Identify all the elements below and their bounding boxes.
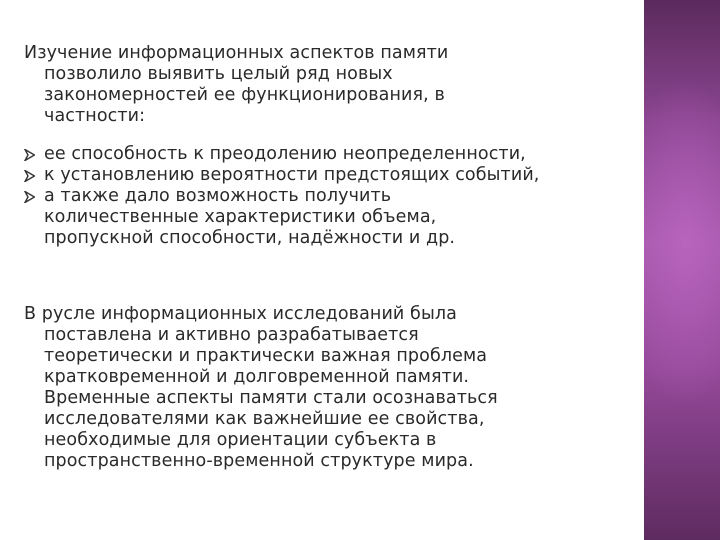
paragraph-line: Изучение информационных аспектов памяти <box>24 43 449 63</box>
decorative-side-band <box>644 0 720 540</box>
paragraph-line: теоретически и практически важная проблема <box>44 346 488 366</box>
paragraph-line: В русле информационных исследований была <box>24 304 457 324</box>
paragraph-line: необходимые для ориентации субъекта в <box>44 430 437 450</box>
bullet-item <box>24 186 636 249</box>
paragraph-intro <box>24 43 636 127</box>
bullet-item <box>24 144 636 165</box>
paragraph-line: Временные аспекты памяти стали осознаваться <box>44 388 498 408</box>
bullet-item <box>24 165 636 186</box>
paragraph-line: позволило выявить целый ряд новых <box>44 64 393 84</box>
bullet-text: ее способность к преодолению неопределенности, <box>44 144 526 164</box>
paragraph-research <box>24 304 636 472</box>
arrowhead-bullet-icon <box>24 191 35 203</box>
paragraph-line: исследователями как важнейшие ее свойства, <box>44 409 485 429</box>
arrowhead-bullet-icon <box>24 149 35 161</box>
paragraph-line: пространственно-временной структуре мира. <box>44 451 474 471</box>
bullet-list <box>24 144 636 249</box>
arrowhead-bullet-icon <box>24 170 35 182</box>
paragraph-line: кратковременной и долговременной памяти. <box>44 367 470 387</box>
paragraph-line: закономерностей ее функционирования, в <box>44 85 445 105</box>
bullet-text: количественные характеристики объема, <box>44 207 437 227</box>
bullet-text: пропускной способности, надёжности и др. <box>44 228 456 248</box>
bullet-text: к установлению вероятности предстоящих событий, <box>44 165 540 185</box>
paragraph-line: поставлена и активно разрабатывается <box>44 325 419 345</box>
bullet-text: а также дало возможность получить <box>44 186 392 206</box>
paragraph-line: частности: <box>44 106 146 126</box>
